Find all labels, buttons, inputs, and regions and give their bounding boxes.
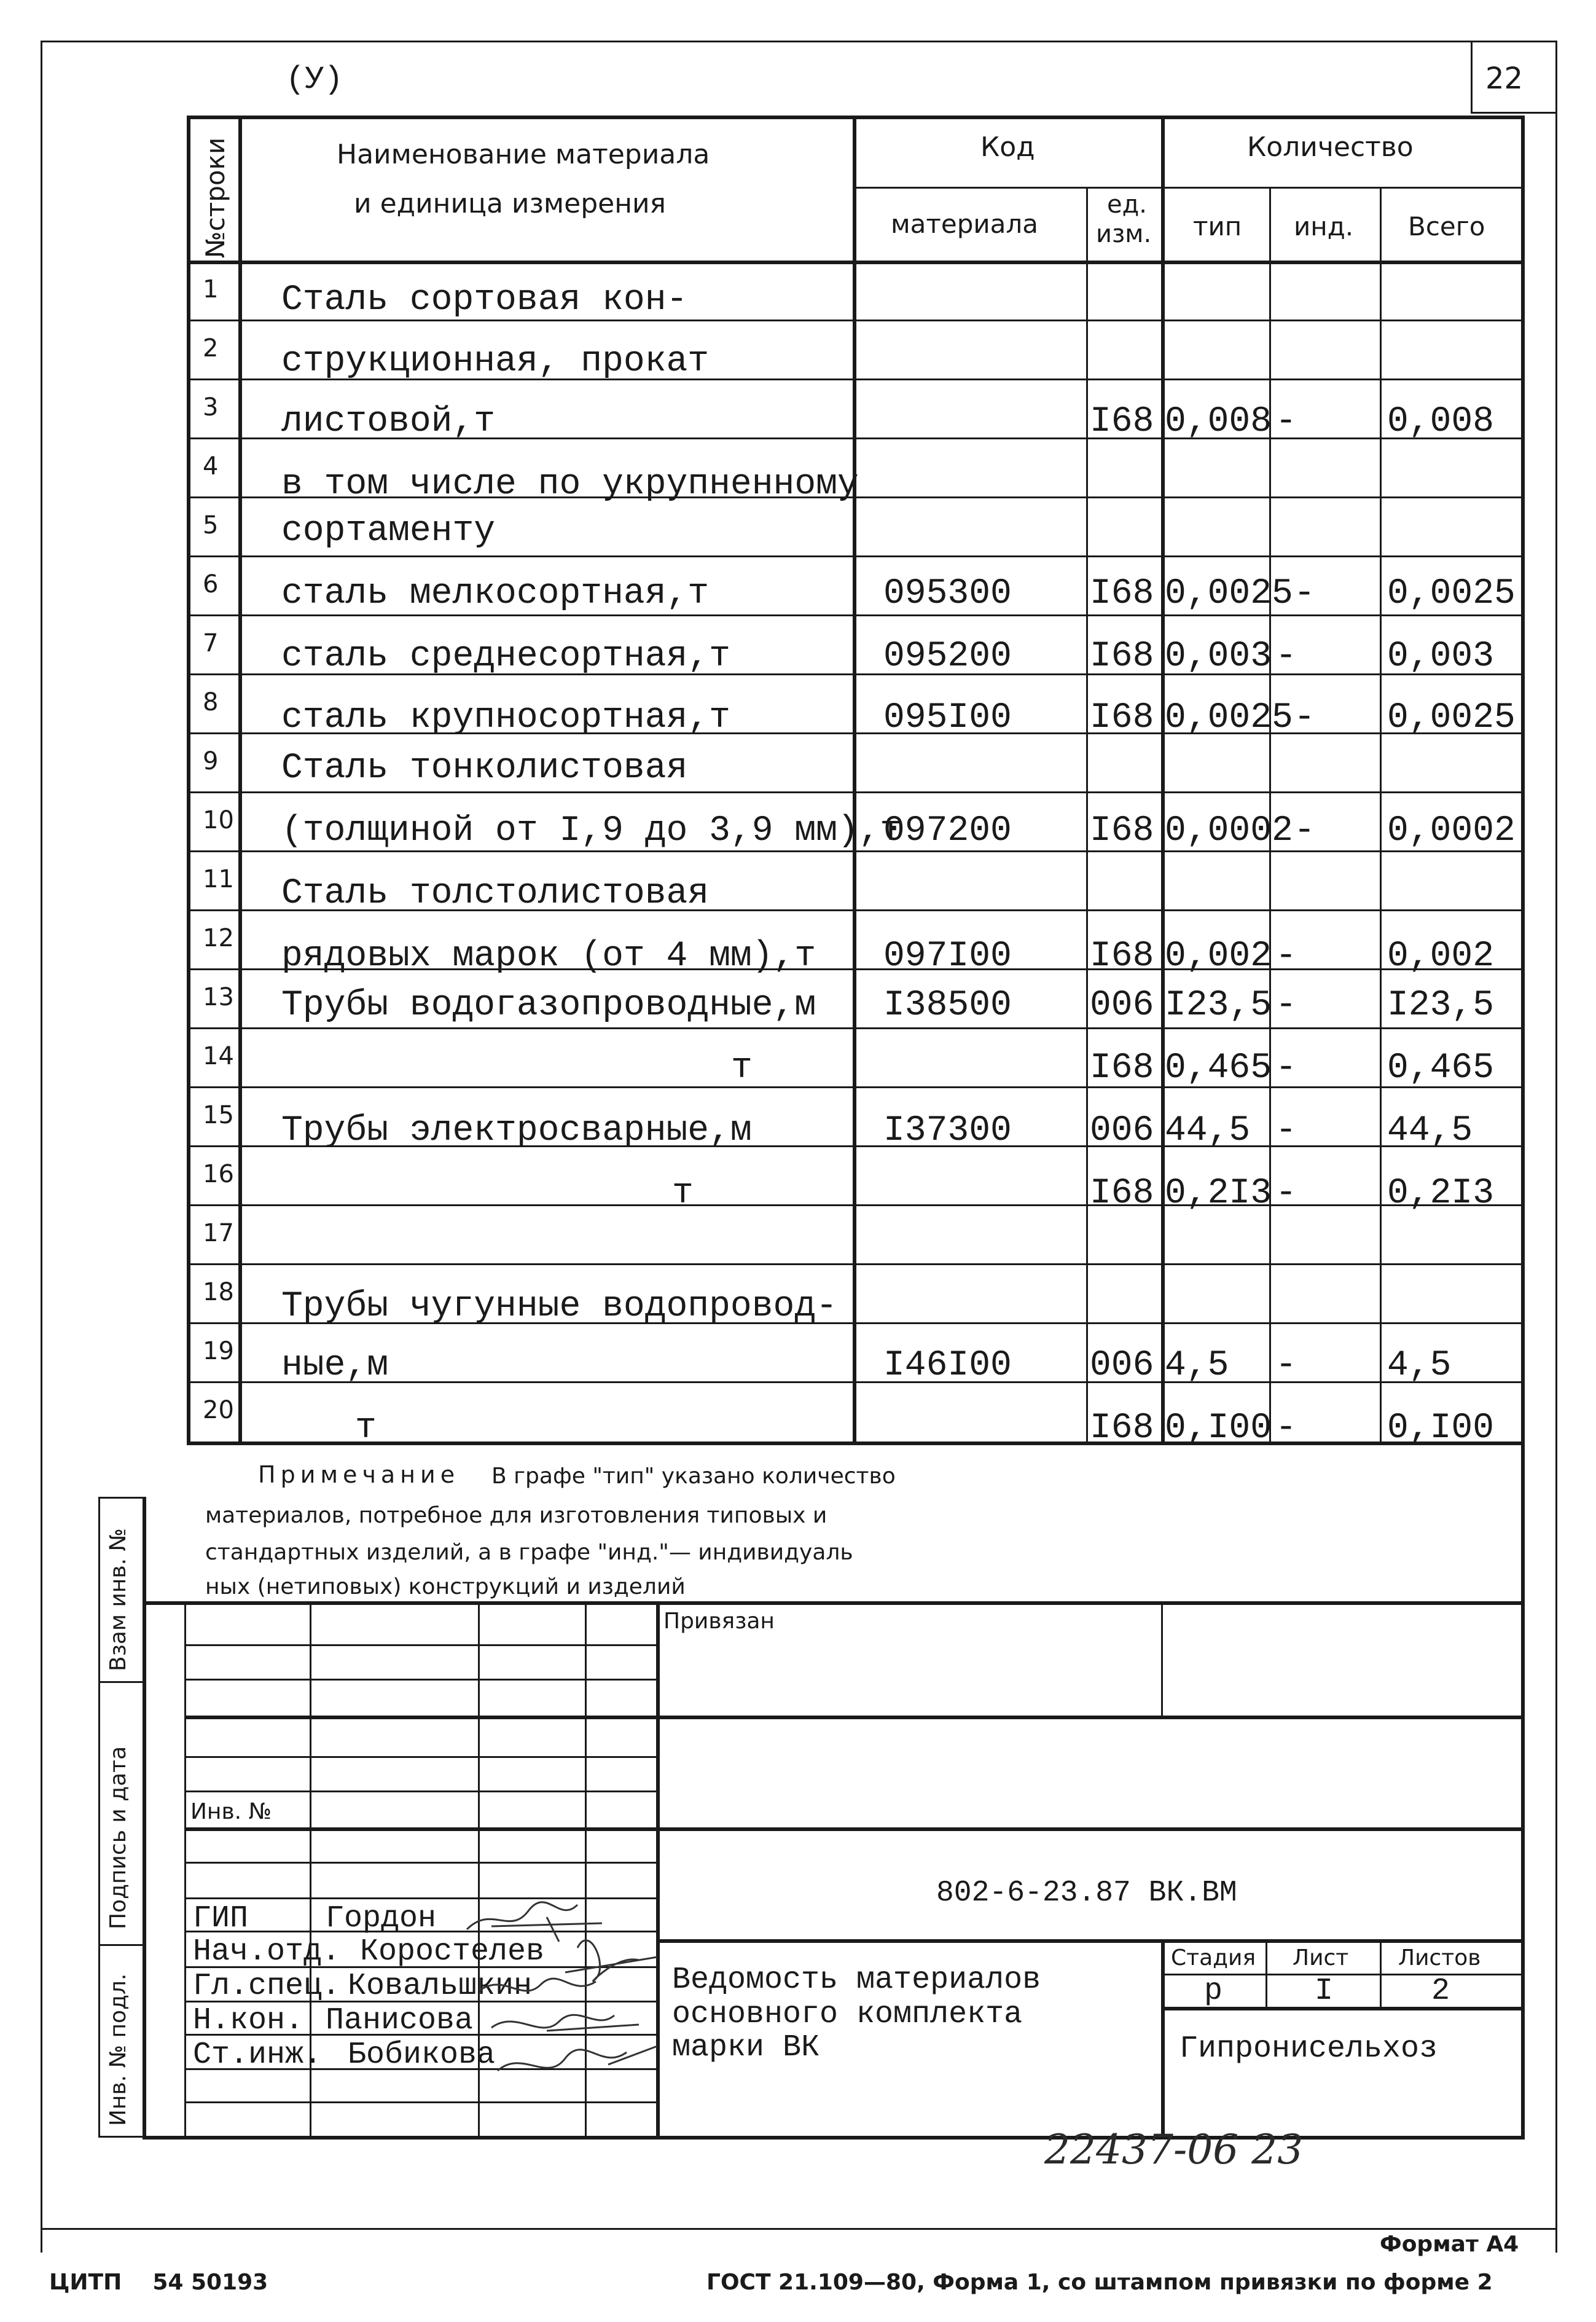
row-number-header: №строки [200, 137, 230, 258]
stage-label: Стадия [1171, 1945, 1256, 1971]
sheets-value: 2 [1431, 1974, 1450, 2009]
row-type: 0,008 [1165, 402, 1272, 442]
signatory-name: Бобикова [348, 2038, 496, 2073]
designation: 802-6-23.87 ВК.ВМ [936, 1877, 1237, 1910]
row-number: 11 [203, 865, 234, 893]
row-number: 7 [203, 629, 219, 657]
row-number: 20 [203, 1396, 234, 1424]
row-code: 095200 [883, 637, 1012, 677]
qty-header: Количество [1247, 131, 1414, 163]
signatory-role: Нач.отд. [193, 1934, 341, 1969]
row-type: 0,2I3 [1165, 1174, 1272, 1214]
stage-col-1 [1265, 1939, 1267, 2008]
row-unit: I68 [1090, 574, 1154, 614]
sheet-label: Лист [1293, 1945, 1349, 1971]
row-name: листовой,т [281, 402, 496, 442]
row-unit: I68 [1090, 936, 1154, 976]
row-unit: I68 [1090, 1174, 1154, 1214]
row-name: в том числе по укрупненному [281, 465, 859, 504]
row-unit: I68 [1090, 698, 1154, 738]
signatory-name: Гордон [326, 1901, 437, 1936]
col-num-line [238, 116, 242, 1444]
qty-type-header: тип [1193, 211, 1242, 241]
row-ind: - [1275, 936, 1297, 976]
note-line-4: ных (нетиповых) конструкций и изделий [205, 1574, 686, 1599]
row-code: I38500 [883, 986, 1012, 1026]
row-total: 4,5 [1387, 1346, 1452, 1386]
row-ind: - [1294, 574, 1315, 614]
row-ind: - [1294, 698, 1315, 738]
side-label-inv-podl: Инв. № подл. [106, 1973, 131, 2126]
row-name: рядовых марок (от 4 мм),т [281, 936, 816, 976]
organization: Гипронисельхоз [1179, 2031, 1438, 2066]
inv-no-label: Инв. № [190, 1799, 272, 1824]
side-label-podpis: Подпись и дата [106, 1746, 131, 1929]
row-unit: I68 [1090, 402, 1154, 442]
row-name: Сталь толстолистовая [281, 874, 710, 914]
row-ind: - [1275, 1048, 1297, 1088]
row-ind: - [1275, 1111, 1297, 1151]
row-number: 5 [203, 511, 219, 539]
row-name: сортаменту [281, 511, 496, 551]
row-type: 0,003 [1165, 637, 1272, 677]
frame-right [1555, 41, 1557, 2253]
table-left-border [187, 116, 190, 1443]
name-header-line-2: и единица измерения [354, 188, 667, 219]
document-marker: (У) [286, 61, 343, 98]
row-name: Трубы чугунные водопровод- [281, 1287, 837, 1327]
signature-scribbles [455, 1899, 676, 2101]
privyazan-mid [1161, 1601, 1163, 1716]
header-sub-line [853, 187, 1522, 189]
code-header: Код [980, 131, 1035, 163]
row-total: 0,003 [1387, 637, 1495, 677]
sheets-label: Листов [1398, 1945, 1481, 1971]
side-strip-top [98, 1497, 143, 1499]
row-number: 14 [203, 1042, 234, 1070]
stamp-left [184, 1602, 186, 2136]
row-code: I37300 [883, 1111, 1012, 1151]
row-name: Сталь тонколистовая [281, 748, 688, 788]
document-title-line-3: марки ВК [672, 2030, 820, 2065]
row-code: 097I00 [883, 936, 1012, 976]
side-strip-bottom [98, 2136, 143, 2138]
row-number: 2 [203, 334, 219, 363]
page-number: 22 [1485, 61, 1524, 96]
row-ind: - [1275, 402, 1297, 442]
frame-top [41, 41, 1555, 42]
row-name: т [355, 1408, 377, 1448]
row-total: 0,0025 [1387, 698, 1516, 738]
row-total: 0,0002 [1387, 811, 1516, 851]
col-name-line [853, 116, 856, 1444]
row-name: т [672, 1174, 694, 1214]
row-number: 16 [203, 1160, 234, 1188]
col-unit-line [1161, 116, 1165, 1444]
page-number-box-bottom [1471, 112, 1555, 114]
signatory-role: Н.кон. [193, 2003, 304, 2038]
row-number: 6 [203, 570, 219, 598]
row-total: 0,2I3 [1387, 1174, 1495, 1214]
row-type: 0,002 [1165, 936, 1272, 976]
signatory-role: Гл.спец. [193, 1969, 341, 2004]
frame-bottom [41, 2228, 1555, 2230]
stamp-top [143, 1601, 1525, 1605]
row-code: 095I00 [883, 698, 1012, 738]
signatory-role: Ст.инж. [193, 2038, 323, 2073]
row-unit: I68 [1090, 637, 1154, 677]
row-total: 0,008 [1387, 402, 1495, 442]
row-code: 095300 [883, 574, 1012, 614]
row-number: 18 [203, 1278, 234, 1306]
row-unit: 006 [1090, 1111, 1154, 1151]
row-number: 13 [203, 983, 234, 1011]
row-name: сталь среднесортная,т [281, 637, 730, 677]
note-line-2: материалов, потребное для изготовления типовых и [205, 1503, 827, 1528]
row-type: 0,I00 [1165, 1408, 1272, 1448]
handwritten-number: 22437-06 23 [1044, 2126, 1304, 2173]
row-total: 0,0025 [1387, 574, 1516, 614]
side-label-vzam: Взам инв. № [106, 1528, 131, 1671]
row-ind: - [1275, 1174, 1297, 1214]
row-name: т [731, 1048, 753, 1088]
privyazan-bottom [184, 1716, 1525, 1719]
row-unit: I68 [1090, 1408, 1154, 1448]
row-code: I46I00 [883, 1346, 1012, 1386]
code-unit-header-1: ед. [1107, 190, 1147, 219]
row-unit: 006 [1090, 986, 1154, 1026]
side-strip-right [143, 1497, 146, 2136]
row-ind: - [1275, 1408, 1297, 1448]
row-type: 0,465 [1165, 1048, 1272, 1088]
row-name: (толщиной от I,9 до 3,9 мм),т [281, 811, 902, 851]
row-type: 0,0025 [1165, 698, 1293, 738]
format-label: Формат А4 [1380, 2232, 1519, 2257]
row-ind: - [1275, 637, 1297, 677]
footer-left: ЦИТП 54 50193 [49, 2270, 268, 2295]
row-name: сталь крупносортная,т [281, 698, 730, 738]
row-type: 44,5 [1165, 1111, 1251, 1151]
row-total: 0,002 [1387, 936, 1495, 976]
row-name: сталь мелкосортная,т [281, 574, 710, 614]
row-ind: - [1275, 1346, 1297, 1386]
table-right-border [1521, 116, 1525, 2137]
row-name: Сталь сортовая кон- [281, 280, 688, 320]
row-name: струкционная, прокат [281, 342, 710, 382]
note-label: Примечание [258, 1461, 460, 1488]
row-ind: - [1275, 986, 1297, 1026]
row-total: 44,5 [1387, 1111, 1473, 1151]
footer-right: ГОСТ 21.109—80, Форма 1, со штампом привязки по форме 2 [706, 2270, 1493, 2295]
signatory-name: Коростелев [360, 1934, 545, 1969]
row-name: Трубы электросварные,м [281, 1111, 752, 1151]
name-header-line-1: Наименование материала [337, 139, 710, 170]
row-number: 17 [203, 1219, 234, 1247]
row-type: 4,5 [1165, 1346, 1229, 1386]
row-number: 12 [203, 924, 234, 952]
signatory-name: Ковальшкин [348, 1969, 533, 2004]
row-number: 3 [203, 393, 219, 422]
document-title-line-1: Ведомость материалов [672, 1963, 1041, 1998]
row-number: 15 [203, 1101, 234, 1129]
row-number: 8 [203, 688, 219, 716]
row-code: 097200 [883, 811, 1012, 851]
signatory-name: Панисова [326, 2003, 474, 2038]
qty-total-header: Всего [1408, 211, 1485, 241]
row-type: 0,0025 [1165, 574, 1293, 614]
designation-bottom [656, 1939, 1525, 1943]
stage-block-left [1161, 1939, 1165, 2136]
row-total: I23,5 [1387, 986, 1495, 1026]
privyazan-label: Привязан [663, 1609, 775, 1634]
row-ind: - [1294, 811, 1315, 851]
row-number: 10 [203, 806, 234, 834]
qty-ind-header: инд. [1294, 211, 1354, 241]
row-unit: I68 [1090, 811, 1154, 851]
col-code-line [1086, 187, 1088, 1444]
row-name: ные,м [281, 1346, 389, 1386]
stage-col-2 [1380, 1939, 1382, 2008]
row-name: Трубы водогазопроводные,м [281, 986, 816, 1026]
row-number: 1 [203, 275, 219, 304]
side-strip-left [98, 1497, 100, 2136]
stage-value: р [1204, 1974, 1223, 2009]
side-strip-sep-1 [98, 1681, 143, 1683]
page-number-box-left [1471, 41, 1473, 112]
row-number: 9 [203, 747, 219, 775]
row-total: 0,465 [1387, 1048, 1495, 1088]
row-number: 19 [203, 1337, 234, 1365]
row-total: 0,I00 [1387, 1408, 1495, 1448]
col-ind-line [1380, 187, 1382, 1444]
row-type: 0,0002 [1165, 811, 1293, 851]
row-number: 4 [203, 452, 219, 480]
sheet-value: I [1315, 1974, 1334, 2009]
side-strip-sep-2 [98, 1944, 143, 1946]
row-type: I23,5 [1165, 986, 1272, 1026]
stamp-bottom [143, 2136, 1525, 2140]
frame-left [41, 41, 42, 2253]
note-line-1: В графе "тип" указано количество [491, 1464, 896, 1489]
row-unit: I68 [1090, 1048, 1154, 1088]
row-unit: 006 [1090, 1346, 1154, 1386]
signatory-role: ГИП [193, 1901, 249, 1936]
code-material-header: материала [891, 209, 1039, 239]
note-line-3: стандартных изделий, а в графе "инд."— индивидуаль [205, 1540, 853, 1565]
code-unit-header-2: изм. [1096, 220, 1152, 248]
document-title-line-2: основного комплекта [672, 1997, 1023, 2032]
